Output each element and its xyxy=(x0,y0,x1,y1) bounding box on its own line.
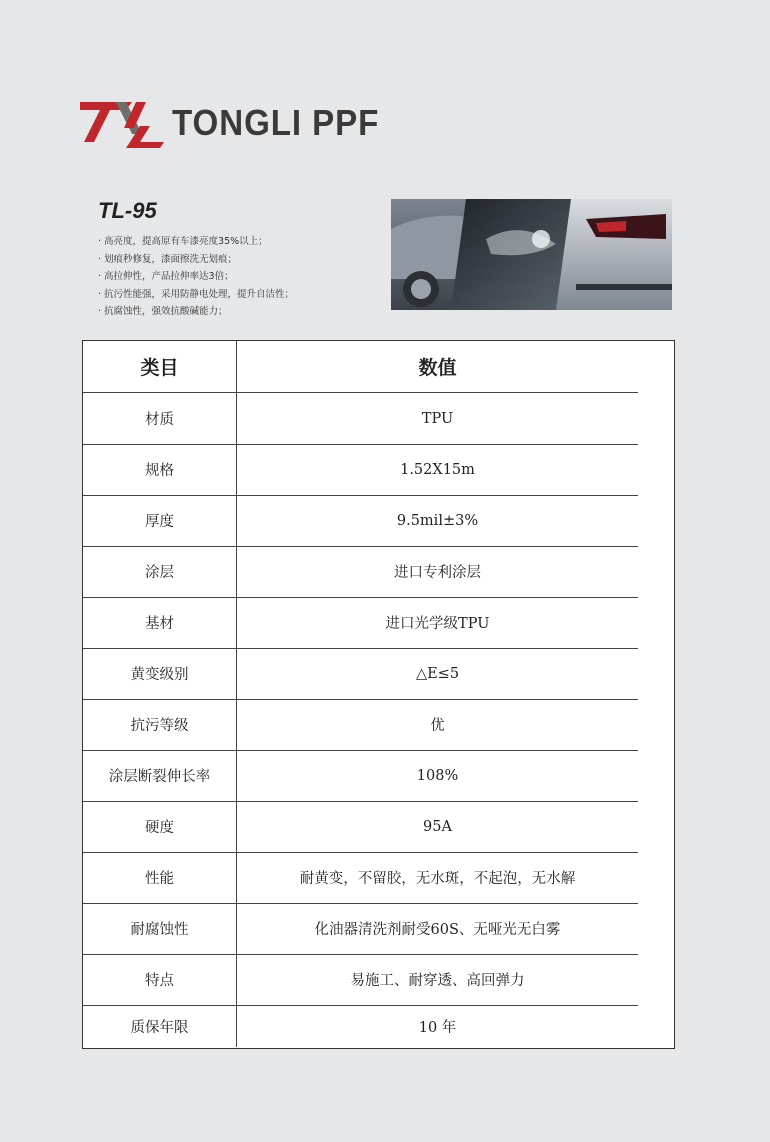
table-row xyxy=(83,954,638,1006)
table-row xyxy=(83,903,638,955)
row-key: 硬度 xyxy=(83,801,237,852)
row-value: 9.5mil±3% xyxy=(396,512,479,529)
row-value: 1.52X15m xyxy=(400,461,475,478)
product-model: TL-95 xyxy=(98,198,157,223)
spec-table xyxy=(82,340,675,1049)
row-key: 涂层 xyxy=(83,546,237,597)
feature-item: · 划痕秒修复，漆面擦洗无划痕； xyxy=(98,253,238,265)
table-row xyxy=(83,852,638,904)
row-key: 厚度 xyxy=(83,495,237,546)
row-value: △E≤5 xyxy=(415,665,460,682)
header-value: 数值 xyxy=(418,357,457,379)
row-value: 10 年 xyxy=(418,1019,457,1036)
row-value: 耐黄变，不留胶，无水斑，不起泡，无水解 xyxy=(299,871,576,887)
row-value: 108% xyxy=(416,767,459,784)
row-key: 黄变级别 xyxy=(83,648,237,699)
row-key: 抗污等级 xyxy=(83,699,237,750)
row-value: 易施工、耐穿透、高回弹力 xyxy=(350,973,525,989)
table-row xyxy=(83,495,638,547)
row-key: 材质 xyxy=(83,393,237,444)
car-photo xyxy=(391,199,672,310)
row-key: 规格 xyxy=(83,444,237,495)
row-key: 涂层断裂伸长率 xyxy=(83,750,237,801)
feature-item: · 抗腐蚀性，强效抗酸碱能力； xyxy=(98,306,228,317)
table-row xyxy=(83,750,638,802)
table-row xyxy=(83,801,638,853)
table-header-row xyxy=(83,341,638,393)
table-row xyxy=(83,597,638,649)
feature-item: · 抗污性能强，采用防静电处理，提升自洁性； xyxy=(98,288,295,300)
table-row xyxy=(83,393,638,445)
row-value: 进口专利涂层 xyxy=(394,565,481,581)
row-value: 化油器清洗剂耐受60S、无哑光无白雾 xyxy=(314,922,561,938)
row-key: 特点 xyxy=(83,954,237,1005)
row-key: 基材 xyxy=(83,597,237,648)
table-row xyxy=(83,546,638,598)
tongli-logo-icon xyxy=(80,98,164,150)
row-key: 性能 xyxy=(83,852,237,903)
table-row xyxy=(83,1005,638,1047)
feature-item: · 高亮度，提高原有车漆亮度35%以上； xyxy=(98,236,268,247)
row-value: 进口光学级TPU xyxy=(385,616,490,632)
feature-item: · 高拉伸性，产品拉伸率达3倍； xyxy=(98,271,234,282)
brand-name: TONGLI PPF xyxy=(172,102,380,143)
row-key: 质保年限 xyxy=(83,1005,237,1047)
brand-logo xyxy=(80,98,380,150)
row-value: 95A xyxy=(423,818,452,835)
table-row xyxy=(83,648,638,700)
header-category: 类目 xyxy=(83,341,237,392)
table-row xyxy=(83,699,638,751)
row-key: 耐腐蚀性 xyxy=(83,903,237,954)
feature-list xyxy=(98,233,294,321)
row-value: TPU xyxy=(421,410,454,427)
table-row xyxy=(83,444,638,496)
row-value: 优 xyxy=(430,718,445,734)
